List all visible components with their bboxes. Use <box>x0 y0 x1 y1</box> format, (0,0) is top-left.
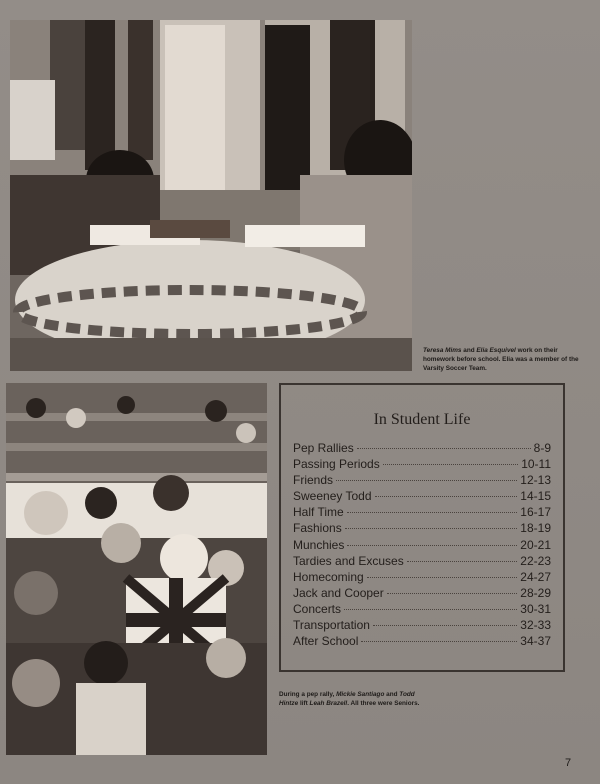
contents-item-leader <box>361 641 517 642</box>
contents-item-label: Friends <box>293 473 334 488</box>
contents-item <box>293 634 551 650</box>
contents-item <box>293 505 551 521</box>
photo-students-homework-image <box>10 20 412 371</box>
contents-item-leader <box>345 528 518 529</box>
contents-item <box>293 554 551 570</box>
contents-item-pages: 28-29 <box>520 585 551 600</box>
contents-title: In Student Life <box>373 411 471 428</box>
contents-item-leader <box>407 561 518 562</box>
contents-item-leader <box>347 545 517 546</box>
contents-item-label: After School <box>293 634 359 649</box>
caption-intro: During a pep rally, <box>279 691 337 699</box>
contents-item-leader <box>367 577 518 578</box>
contents-item <box>293 473 551 489</box>
caption-top-photo <box>423 346 583 373</box>
contents-item <box>293 586 551 602</box>
contents-list <box>293 441 551 650</box>
contents-item-pages: 12-13 <box>520 473 551 488</box>
caption-connector: and <box>384 691 400 699</box>
contents-item-pages: 22-23 <box>520 553 551 568</box>
contents-item-label: Fashions <box>293 521 342 536</box>
caption-text: work on their homework before school. Elia was a member of the Varsity Soccer Team. <box>423 347 579 373</box>
contents-item-label: Munchies <box>293 537 345 552</box>
contents-item <box>293 570 551 586</box>
caption-name-todd: Todd Hintze <box>279 691 415 708</box>
contents-item-pages: 10-11 <box>521 457 551 472</box>
contents-item-leader <box>357 448 531 449</box>
caption-bottom-photo <box>279 690 429 708</box>
caption-connector: and <box>461 347 477 355</box>
caption-name-teresa: Teresa Mims <box>423 347 462 355</box>
contents-item-pages: 30-31 <box>520 601 551 616</box>
contents-item <box>293 538 551 554</box>
contents-item-leader <box>387 593 518 594</box>
contents-item-label: Jack and Cooper <box>293 585 384 600</box>
contents-item-leader <box>375 496 518 497</box>
contents-item-label: Homecoming <box>293 569 364 584</box>
contents-item-label: Concerts <box>293 601 342 616</box>
contents-item <box>293 441 551 457</box>
caption-name-leah: Leah Brazell <box>309 700 348 708</box>
contents-item <box>293 457 551 473</box>
contents-item-leader <box>347 512 518 513</box>
contents-item-pages: 34-37 <box>520 634 551 649</box>
contents-item-label: Half Time <box>293 505 344 520</box>
page-number: 7 <box>565 757 572 769</box>
caption-name-elia: Elia Esquivel <box>476 347 516 355</box>
caption-middle: lift <box>298 700 310 708</box>
contents-item-pages: 20-21 <box>520 537 551 552</box>
contents-item-label: Pep Rallies <box>293 441 354 455</box>
contents-item-label: Transportation <box>293 618 370 633</box>
photo-students-homework <box>10 20 412 371</box>
contents-item-leader <box>336 480 517 481</box>
contents-item <box>293 489 551 505</box>
contents-item-leader <box>344 609 517 610</box>
contents-item-leader <box>383 464 518 465</box>
contents-item-pages: 8-9 <box>533 441 551 455</box>
contents-item-pages: 16-17 <box>520 505 551 520</box>
contents-item-leader <box>373 625 517 626</box>
contents-item-pages: 32-33 <box>520 618 551 633</box>
contents-item-label: Passing Periods <box>293 457 380 472</box>
contents-item-pages: 24-27 <box>520 569 551 584</box>
contents-item-pages: 14-15 <box>520 489 551 504</box>
caption-name-mickie: Mickie Santiago <box>336 691 385 699</box>
caption-text: . All three were Seniors. <box>347 700 420 708</box>
contents-item-label: Sweeney Todd <box>293 489 372 504</box>
contents-box <box>279 383 565 672</box>
contents-item <box>293 618 551 634</box>
photo-pep-rally-image <box>6 383 267 755</box>
contents-item <box>293 602 551 618</box>
photo-pep-rally <box>6 383 267 755</box>
contents-item-label: Tardies and Excuses <box>293 553 404 568</box>
contents-item-pages: 18-19 <box>520 521 551 536</box>
contents-item <box>293 521 551 537</box>
